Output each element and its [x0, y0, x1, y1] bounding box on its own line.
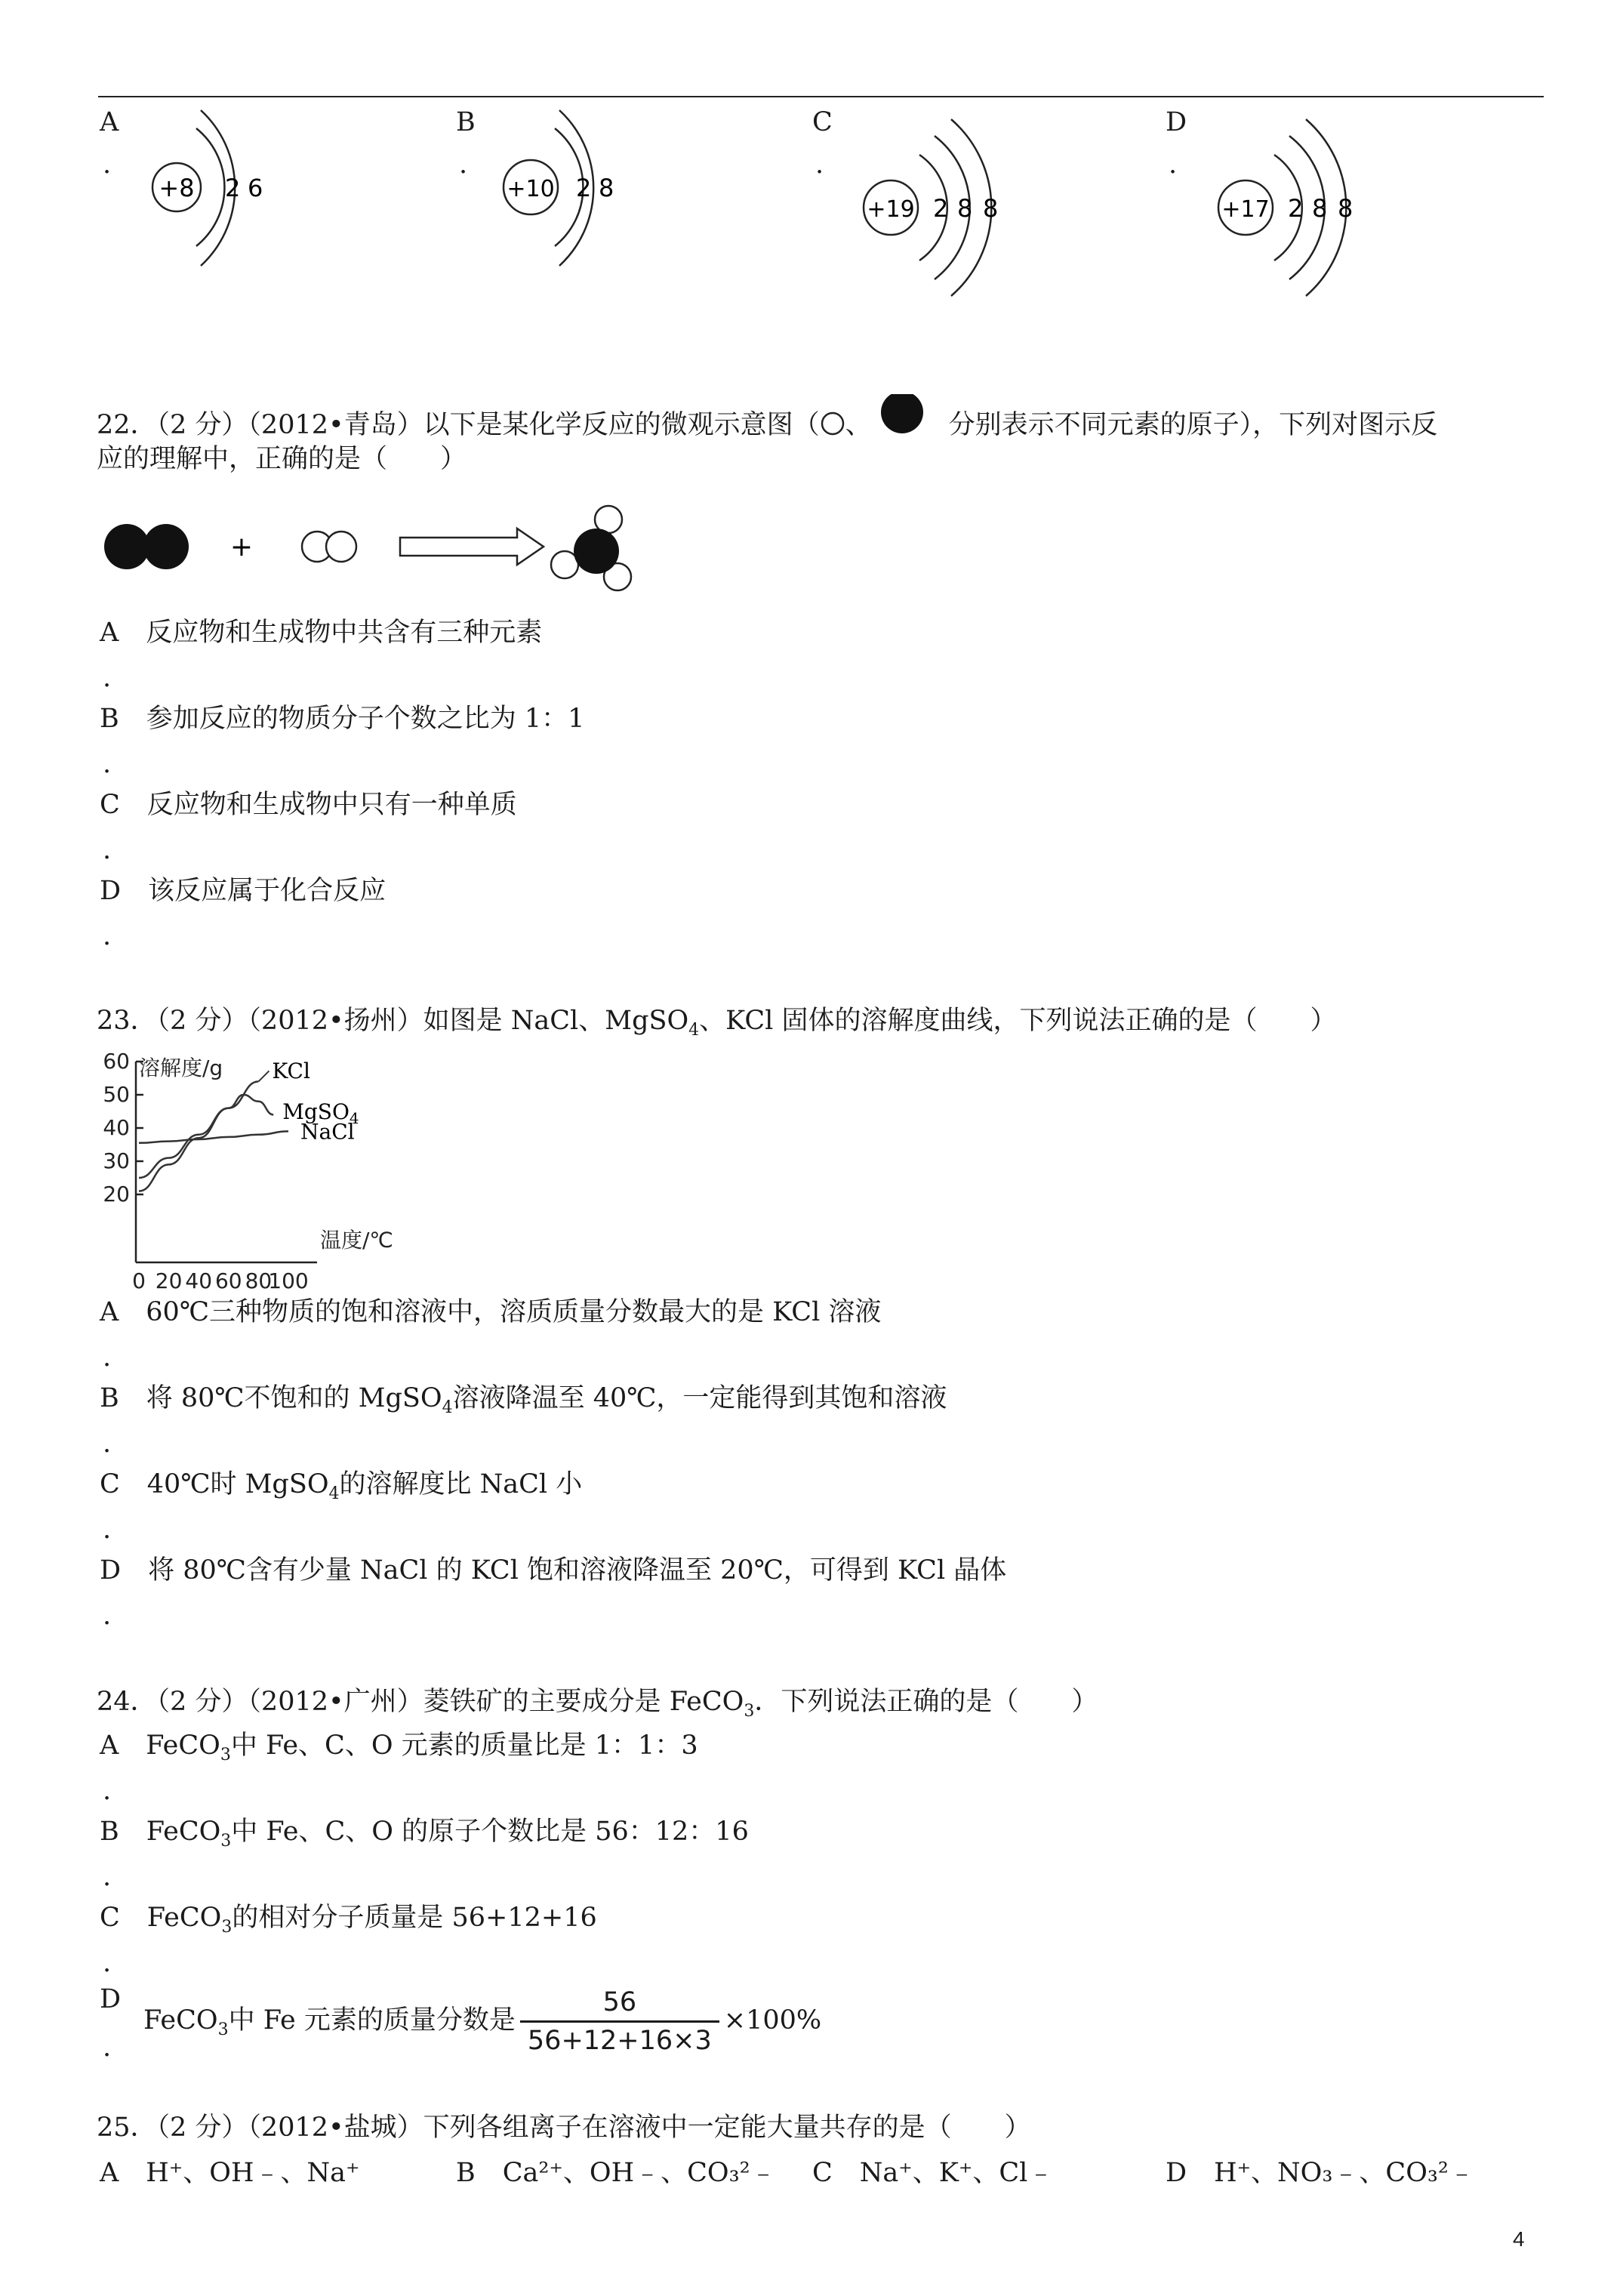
- q22-reaction-diagram: [98, 498, 642, 596]
- shell-electron-count: 2: [225, 174, 241, 202]
- q22-stem-line2: 应的理解中，正确的是（ ）: [97, 444, 467, 474]
- shell-electron-count: 8: [957, 194, 973, 223]
- x-tick-label: 60: [214, 1268, 242, 1293]
- nucleus-charge: +10: [507, 176, 555, 202]
- series-line-mgso4: [139, 1095, 273, 1178]
- x-tick-label: 40: [185, 1268, 213, 1293]
- white-atom-icon: [820, 411, 845, 436]
- q22-stem-line1: 22．（2 分）（2012•青岛）以下是某化学反应的微观示意图（ 、 分别表示不同元素的原子），下列对图示反: [97, 394, 1437, 442]
- x-tick-label: 100: [268, 1268, 309, 1293]
- plus-sign: +: [229, 532, 254, 562]
- nucleus-charge: +17: [1221, 196, 1270, 223]
- q21-option-a-atom-diagram: [143, 98, 294, 279]
- q24-option-a: A FeCO$_3$中 Fe、C、O 元素的质量比是 1：1：3: [100, 1730, 698, 1764]
- q23-option-d: D 将 80℃含有少量 NaCl 的 KCl 饱和溶液降温至 20℃，可得到 KCl 晶体: [100, 1555, 1007, 1586]
- x-tick-label: 20: [155, 1268, 183, 1293]
- black-atom-icon: [878, 394, 926, 442]
- q21-option-b-letter: B: [456, 107, 476, 137]
- shell-electron-count: 8: [1312, 194, 1328, 223]
- q25-option-d: D H⁺、NO₃﹣、CO₃²﹣: [1166, 2158, 1475, 2188]
- shell-electron-count: 8: [983, 194, 999, 223]
- q25-option-c: C Na⁺、K⁺、Cl﹣: [812, 2158, 1055, 2188]
- shell-electron-count: 2: [933, 194, 949, 223]
- series-label-nacl: NaCl: [300, 1119, 355, 1145]
- reactant-black-molecule: [104, 524, 189, 569]
- x-axis-label: 温度/℃: [320, 1228, 393, 1253]
- series-label-kcl: KCl: [272, 1059, 310, 1083]
- x-tick-label: 80: [245, 1268, 273, 1293]
- q23-stem: 23．（2 分）（2012•扬州）如图是 NaCl、MgSO$_4$、KCl 固体的溶解度曲线，下列说法正确的是（ ）: [97, 1006, 1337, 1040]
- q23-option-b: B 将 80℃不饱和的 MgSO$_4$溶液降温至 40℃，一定能得到其饱和溶液: [100, 1383, 947, 1417]
- q24-option-d-letter: D: [100, 1984, 122, 2014]
- shell-electron-count: 8: [599, 174, 614, 202]
- q25-option-a: A H⁺、OH﹣、Na⁺: [100, 2158, 360, 2188]
- q25-option-b: B Ca²⁺、OH﹣、CO₃²﹣: [456, 2158, 777, 2188]
- series-label-mgso4: MgSO$_4$: [282, 1099, 359, 1127]
- q22-option-d: D 该反应属于化合反应: [100, 876, 387, 906]
- q21-option-c-atom-diagram: [853, 113, 1042, 302]
- shell-electron-count: 6: [248, 174, 263, 202]
- reaction-arrow: [400, 529, 544, 565]
- y-tick-label: 20: [103, 1182, 130, 1207]
- q23-option-c: C 40℃时 MgSO$_4$的溶解度比 NaCl 小: [100, 1469, 583, 1503]
- q21-option-d-letter: D: [1166, 107, 1187, 137]
- x-tick-label: 0: [132, 1268, 146, 1293]
- series-line-nacl: [139, 1131, 288, 1142]
- product-molecule: [551, 506, 631, 590]
- q23-option-a: A 60℃三种物质的饱和溶液中，溶质质量分数最大的是 KCl 溶液: [100, 1297, 882, 1327]
- shell-electron-count: 2: [576, 174, 592, 202]
- kcl-leader-line: [258, 1071, 269, 1081]
- q24-option-d: FeCO$_3$中 Fe 元素的质量分数是 $\frac{56}{56+12+16\times 3}$ ×100%: [143, 1987, 822, 2056]
- q21-option-b-atom-diagram: [494, 98, 645, 279]
- q24-option-b: B FeCO$_3$中 Fe、C、O 的原子个数比是 56：12：16: [100, 1817, 749, 1851]
- y-tick-label: 60: [103, 1049, 130, 1074]
- q22-option-c: C 反应物和生成物中只有一种单质: [100, 790, 517, 820]
- y-tick-label: 50: [103, 1082, 130, 1107]
- q22-option-b: B 参加反应的物质分子个数之比为 1：1: [100, 704, 585, 734]
- q21-option-a-letter: A: [100, 107, 119, 137]
- q21-option-d-atom-diagram: [1208, 113, 1397, 302]
- solubility-chart: [91, 1049, 438, 1299]
- q25-stem: 25．（2 分）（2012•盐城）下列各组离子在溶液中一定能大量共存的是（ ）: [97, 2113, 1031, 2143]
- q24-stem: 24．（2 分）（2012•广州）菱铁矿的主要成分是 FeCO$_3$．下列说法正确的是（ ）: [97, 1687, 1098, 1721]
- q21-option-c-letter: C: [812, 107, 833, 137]
- y-tick-label: 30: [103, 1148, 130, 1173]
- header-rule: [98, 96, 1544, 97]
- shell-electron-count: 8: [1338, 194, 1354, 223]
- q22-option-a: A 反应物和生成物中共含有三种元素: [100, 618, 543, 648]
- q24-option-c: C FeCO$_3$的相对分子质量是 56+12+16: [100, 1903, 597, 1937]
- shell-electron-count: 2: [1288, 194, 1304, 223]
- reactant-white-molecule: [302, 532, 356, 562]
- y-tick-label: 40: [103, 1115, 130, 1140]
- page-number: 4: [1513, 2227, 1525, 2251]
- nucleus-charge: +8: [159, 174, 195, 202]
- mass-fraction: $\frac{56}{56+12+16\times 3}$: [520, 1987, 719, 2056]
- nucleus-charge: +19: [867, 196, 915, 223]
- y-axis-label: 溶解度/g: [139, 1056, 223, 1080]
